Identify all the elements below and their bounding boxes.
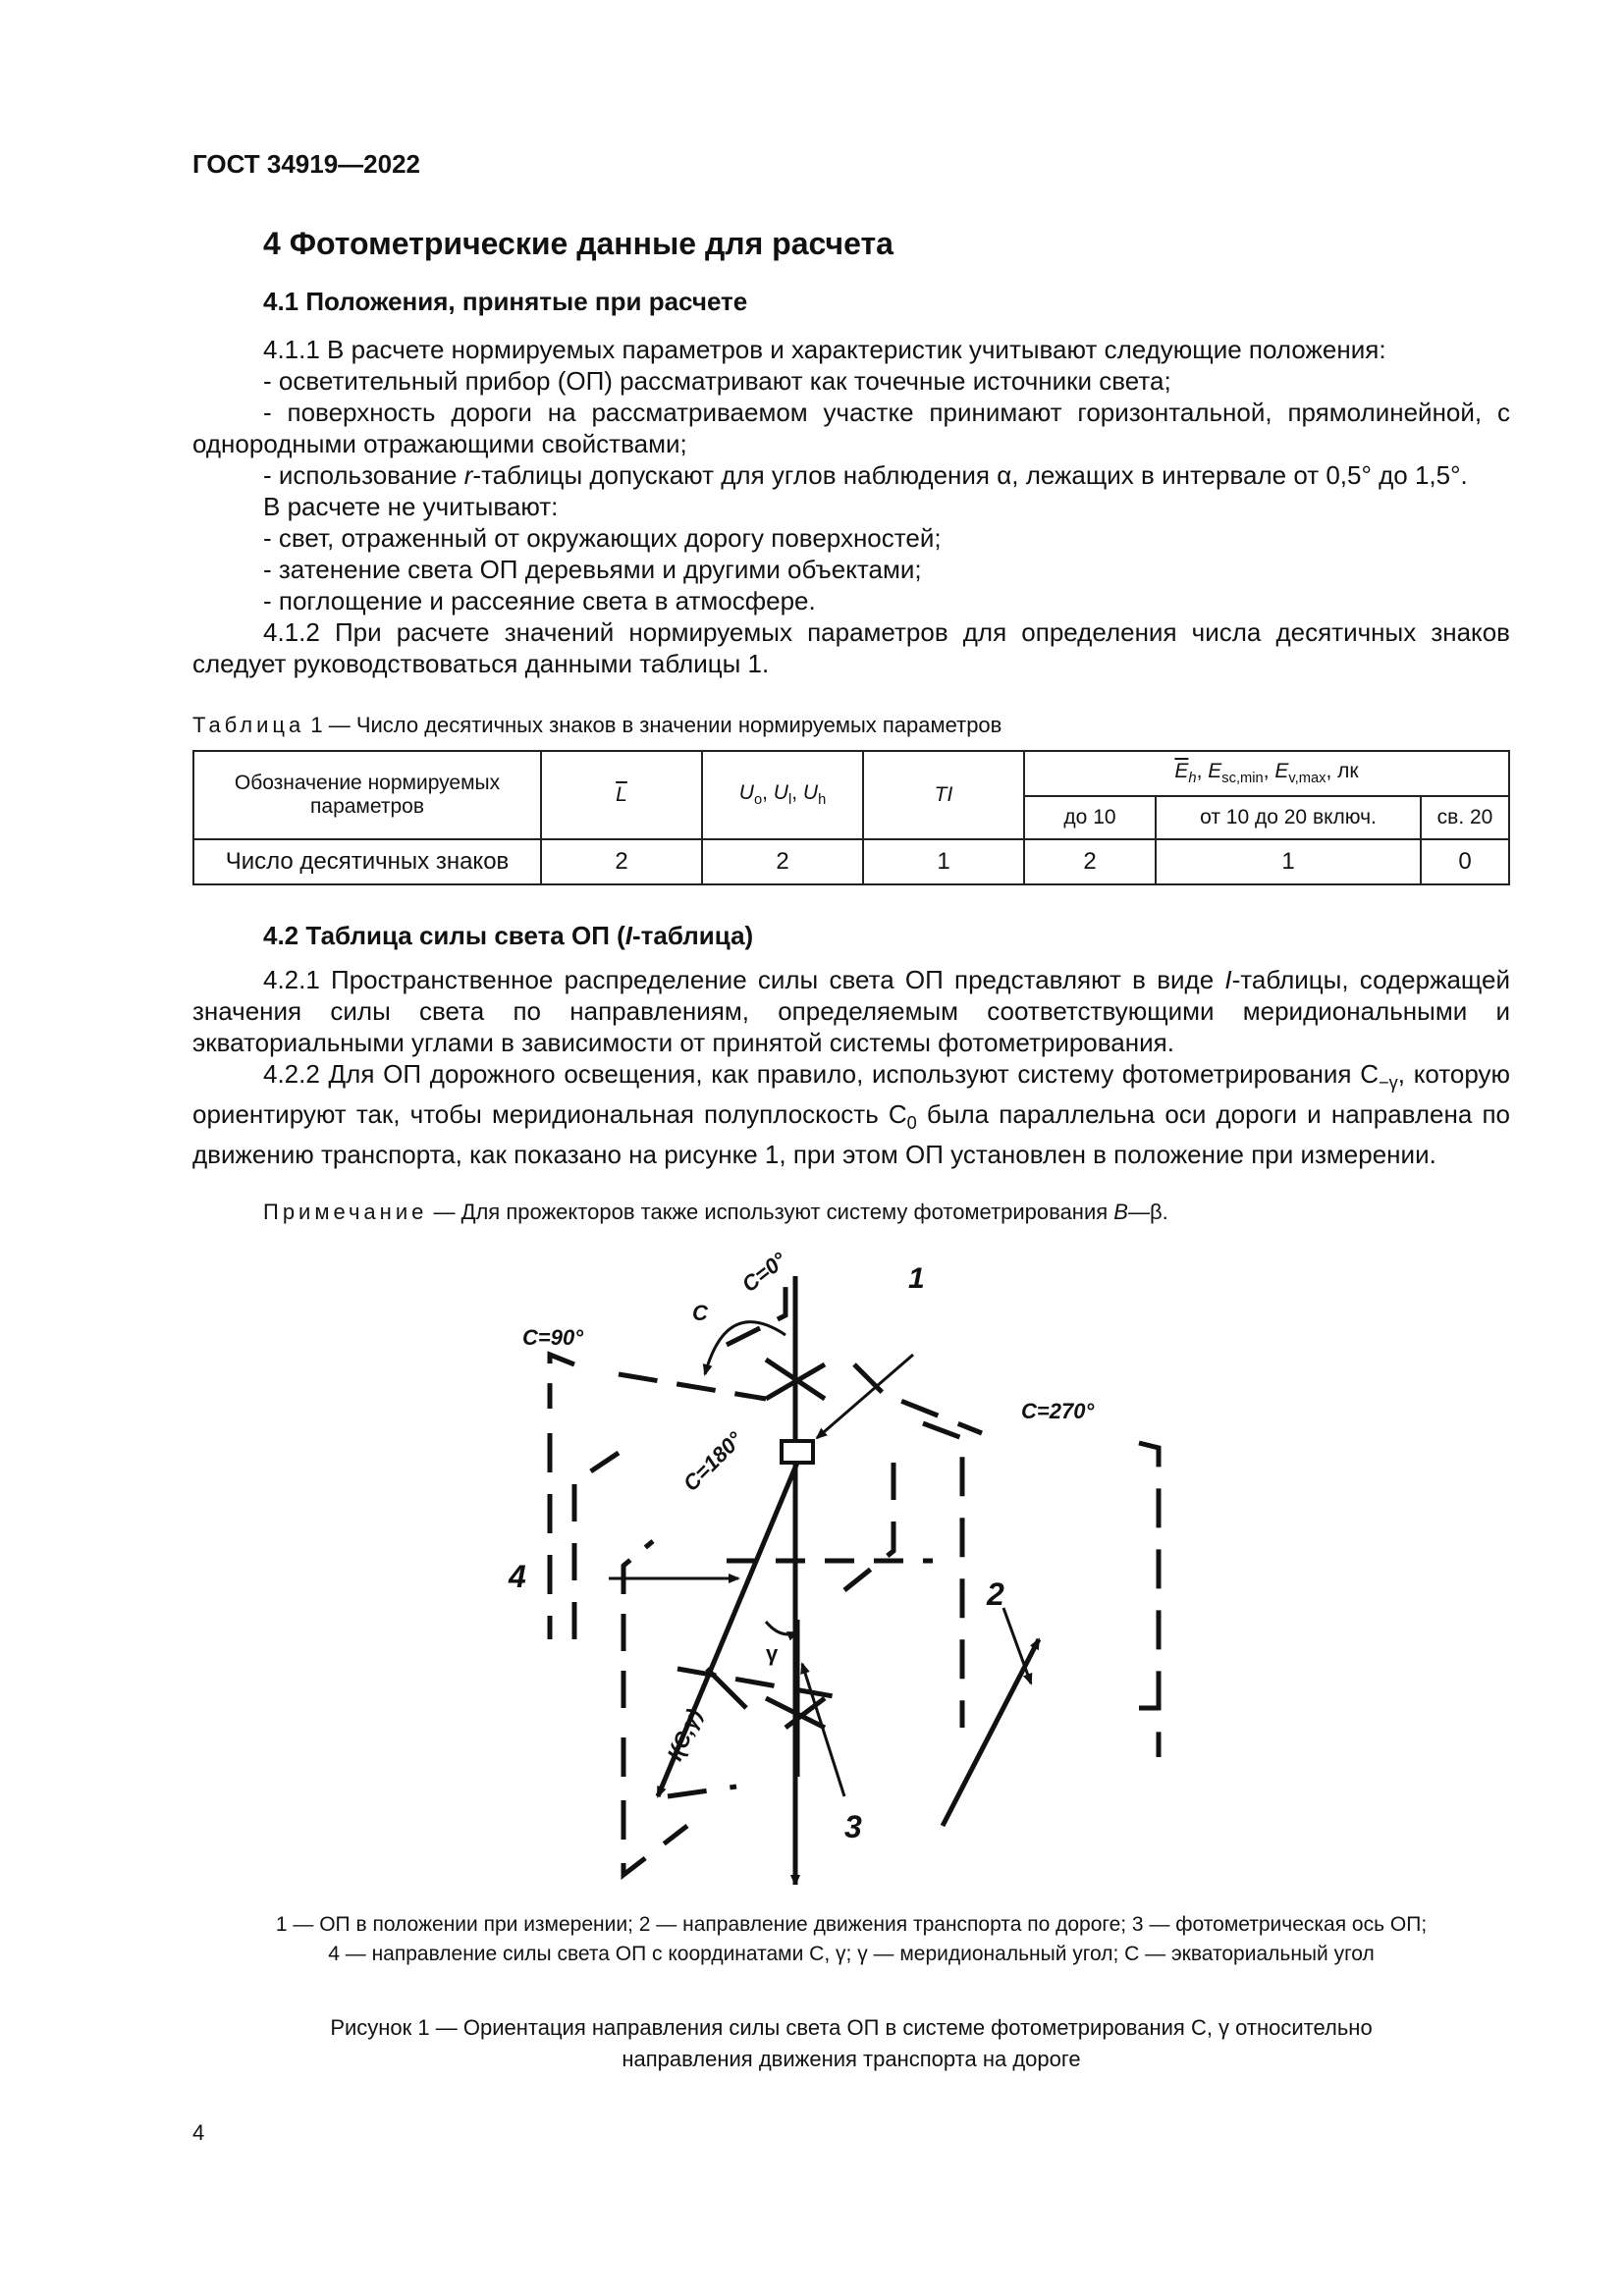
table-cell: 2 xyxy=(541,839,702,884)
plane-c90 xyxy=(550,1355,574,1409)
text: 4.2 Таблица силы света ОП ( xyxy=(263,921,625,950)
list-item: - поверхность дороги на рассматриваемом участке принимают горизонтальной, прямолинейной, с однородными отражающими свойствами; xyxy=(192,398,1510,458)
L-symbol: $\overline{L}$ xyxy=(616,783,627,806)
plane-c270 xyxy=(923,1423,962,1728)
text: была параллельна оси дороги и направлена по движению транспорта, как показано на рисунке 1, при этом ОП установлен в положение при измерении. xyxy=(192,1099,1510,1170)
label-gamma: γ xyxy=(766,1641,779,1666)
E-symbol: $\overline{E}$ xyxy=(1174,760,1189,783)
E-symbol: E xyxy=(1274,760,1289,783)
legend-line: 1 — ОП в положении при измерении; 2 — направление движения транспорта по дороге; 3 — фотометрическая ось ОП; xyxy=(275,1913,1428,1936)
table-header-parameter: Обозначение нормируемых параметров xyxy=(193,751,541,839)
table-cell: 1 xyxy=(1156,839,1421,884)
U-symbol: U xyxy=(773,781,788,805)
table-caption-text: 1 — Число десятичных знаков в значении нормируемых параметров xyxy=(304,713,1002,737)
decimal-places-table xyxy=(192,750,1510,885)
plane-c180 xyxy=(574,1453,619,1639)
pointer-1 xyxy=(817,1355,913,1438)
note xyxy=(263,1200,1168,1225)
section-title: 4 Фотометрические данные для расчета xyxy=(263,226,893,261)
figure-legend xyxy=(192,1910,1510,1969)
page-number: 4 xyxy=(192,2120,205,2145)
table-row-label: Число десятичных знаков xyxy=(193,839,541,884)
subsection-title-4-2 xyxy=(263,921,753,951)
table-header-L xyxy=(541,751,702,839)
label-c: C xyxy=(692,1301,708,1325)
table-subheader: св. 20 xyxy=(1421,796,1509,839)
label-1: 1 xyxy=(908,1262,925,1295)
list-item: - поглощение и рассеяние света в атмосфере. xyxy=(263,586,816,615)
text: , которую ориентируют так, чтобы меридиональная полуплоскость C xyxy=(192,1059,1511,1130)
caption-line: Рисунок 1 — Ориентация направления силы света ОП в системе фотометрирования C, γ относительно xyxy=(330,2015,1373,2040)
sub: v,max xyxy=(1288,771,1326,787)
section-4-2-body xyxy=(192,964,1510,1170)
label-4: 4 xyxy=(509,1559,526,1594)
text: -таблица) xyxy=(632,921,754,950)
list-item: - осветительный прибор (ОП) рассматривают как точечные источники света; xyxy=(263,366,1171,396)
figure-caption xyxy=(192,2012,1510,2075)
sep: , xyxy=(1263,760,1275,783)
document-code: ГОСТ 34919—2022 xyxy=(192,149,420,179)
list-item: - затенение света ОП деревьями и другими объектами; xyxy=(263,555,922,584)
legend-line: 4 — направление силы света ОП с координатами C, γ; γ — меридиональный угол; C — экваториальный угол xyxy=(328,1943,1375,1965)
sub: o xyxy=(753,792,763,809)
photometry-diagram xyxy=(432,1237,1237,1885)
I-symbol: I xyxy=(1224,965,1232,994)
table-header-U xyxy=(702,751,863,839)
table-cell: 2 xyxy=(1024,839,1156,884)
text: -таблицы, содержащей значения силы света по направлениям, определяемым соответствующими меридиональными и экваториальными углами в зависимости от принятой системы фотометрирования. xyxy=(192,965,1510,1057)
paragraph-4-1-2: 4.1.2 При расчете значений нормируемых параметров для определения числа десятичных знаков следует руководствоваться данными таблицы 1. xyxy=(192,617,1510,678)
sub: sc,min xyxy=(1221,771,1264,787)
guide-line xyxy=(668,1787,736,1796)
sub: l xyxy=(787,792,792,809)
U-symbol: U xyxy=(738,781,754,805)
sep: , xyxy=(1196,760,1209,783)
plane-c180-edge xyxy=(623,1541,653,1708)
sub-text: h xyxy=(1188,771,1197,787)
pointer-2 xyxy=(1003,1608,1031,1683)
sep: , xyxy=(762,781,774,805)
unit: , лк xyxy=(1326,760,1359,783)
label-c0: C=0° xyxy=(736,1247,791,1298)
text: - использование xyxy=(263,460,464,490)
text: -таблицы допускают для углов наблюдения α, лежащих в интервале от 0,5° до 1,5°. xyxy=(472,460,1468,490)
table-header-E xyxy=(1024,751,1509,796)
guide-line xyxy=(619,1374,766,1399)
table-cell: 2 xyxy=(702,839,863,884)
table-cell: 1 xyxy=(863,839,1024,884)
sub: 0 xyxy=(906,1113,917,1134)
list-item: - свет, отраженный от окружающих дорогу поверхностей; xyxy=(263,523,942,553)
sub: h xyxy=(818,792,827,809)
note-text: —β. xyxy=(1127,1200,1168,1224)
table-cell: 0 xyxy=(1421,839,1509,884)
table-label: Таблица xyxy=(192,713,305,737)
paragraph-4-2-2 xyxy=(192,1058,1510,1170)
sub: −γ xyxy=(1379,1073,1398,1094)
TI-symbol: TI xyxy=(934,783,953,806)
label-c180: C=180° xyxy=(677,1426,748,1496)
section-4-1-body xyxy=(192,334,1510,679)
label-2: 2 xyxy=(987,1576,1004,1612)
E-symbol: E xyxy=(1208,760,1222,783)
B-symbol: B xyxy=(1113,1200,1128,1224)
table-subheader: от 10 до 20 включ. xyxy=(1156,796,1421,839)
luminaire xyxy=(782,1441,813,1463)
paragraph-4-2-1 xyxy=(192,964,1510,1058)
pointer-3 xyxy=(802,1664,844,1796)
r-symbol: r xyxy=(463,460,473,490)
cross xyxy=(707,1669,746,1708)
table-header-TI xyxy=(863,751,1024,839)
label-c90: C=90° xyxy=(522,1325,584,1350)
plane-c0-edge xyxy=(854,1364,982,1433)
text: 4.2.1 Пространственное распределение силы света ОП представляют в виде xyxy=(263,965,1225,994)
label-3: 3 xyxy=(844,1809,862,1844)
table-caption xyxy=(192,713,1001,738)
note-text: — Для прожекторов также используют систему фотометрирования xyxy=(427,1200,1114,1224)
paragraph-4-1-1: 4.1.1 В расчете нормируемых параметров и характеристик учитывают следующие положения: xyxy=(263,335,1386,364)
angle-gamma xyxy=(766,1622,797,1634)
subsection-title-4-1: 4.1 Положения, принятые при расчете xyxy=(263,287,748,316)
label-c270: C=270° xyxy=(1021,1399,1095,1423)
plane-c270-edge xyxy=(844,1463,893,1590)
label-intensity: I(C,γ) xyxy=(662,1705,707,1765)
caption-line: направления движения транспорта на дороге xyxy=(622,2047,1081,2071)
table-subheader: до 10 xyxy=(1024,796,1156,839)
note-label: Примечание xyxy=(263,1200,428,1224)
sep: , xyxy=(791,781,803,805)
U-symbol: U xyxy=(802,781,819,805)
list-item xyxy=(192,459,1510,491)
text: 4.2.2 Для ОП дорожного освещения, как правило, используют систему фотометрирования C xyxy=(263,1059,1380,1089)
list-intro: В расчете не учитывают: xyxy=(263,492,559,521)
I-symbol: I xyxy=(624,921,633,950)
sub xyxy=(1188,772,1196,787)
